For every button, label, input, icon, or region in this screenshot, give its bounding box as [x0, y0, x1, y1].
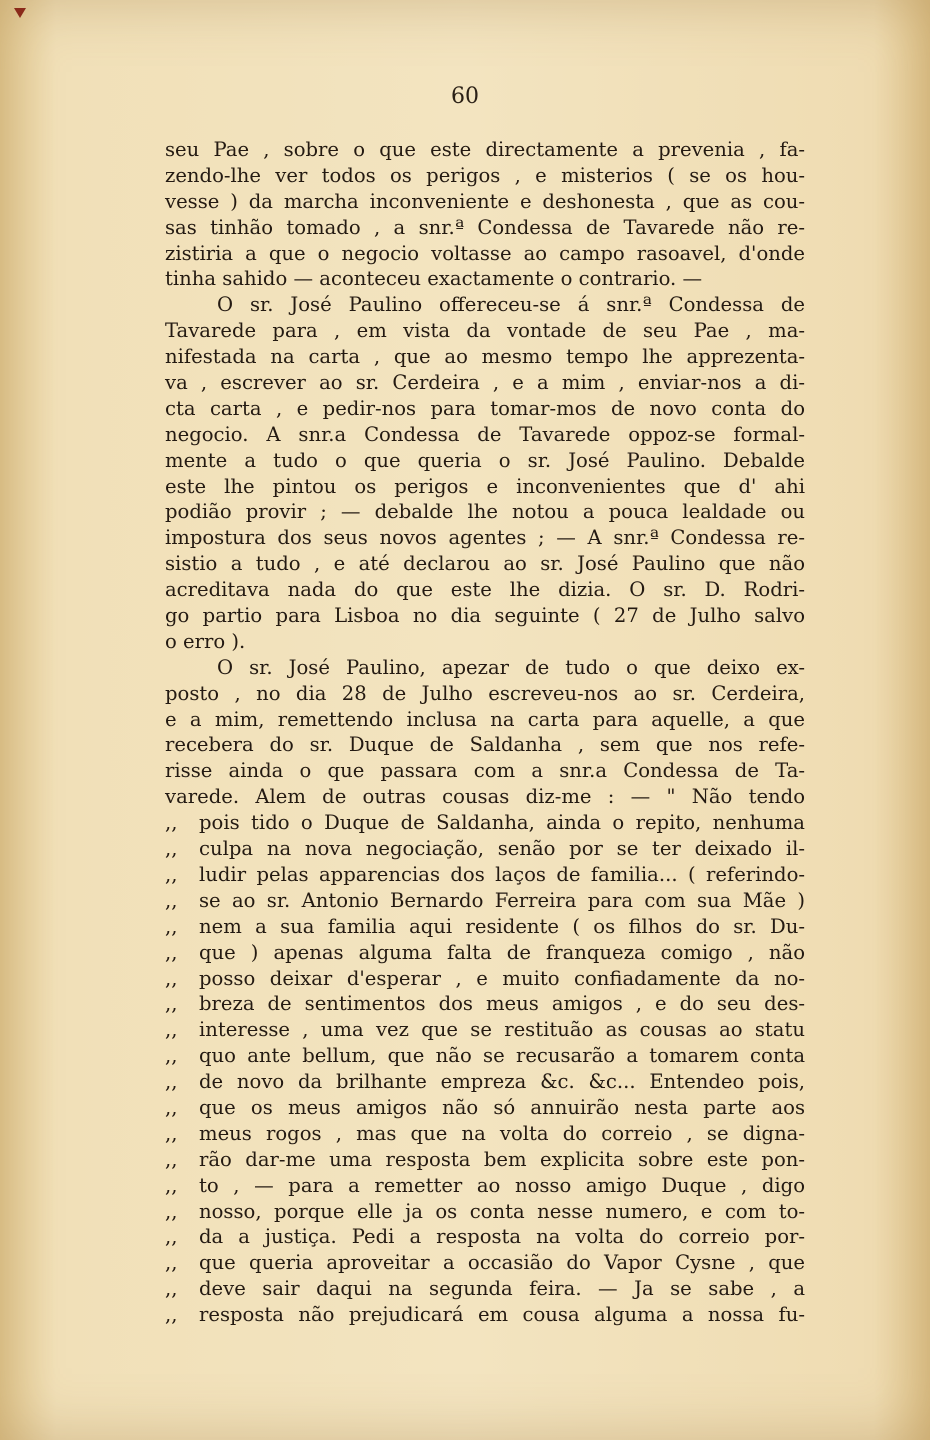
text-line	[165, 474, 805, 500]
text-line	[165, 784, 805, 810]
text-line	[165, 551, 805, 577]
quote-mark: ,,	[165, 966, 178, 990]
line-text: deve sair daqui na segunda feira. — Ja se sabe , a	[199, 1277, 805, 1301]
line-text: va , escrever ao sr. Cerdeira , e a mim , enviar-nos a di-	[165, 371, 805, 395]
text-line	[165, 577, 805, 603]
quote-mark: ,,	[165, 862, 178, 886]
quote-mark: ,,	[165, 1095, 178, 1119]
quote-mark: ,,	[165, 1173, 178, 1197]
text-line	[165, 1173, 805, 1199]
text-line	[165, 1224, 805, 1250]
text-line	[165, 189, 805, 215]
line-text: negocio. A snr.a Condessa de Tavarede oppoz-se formal-	[165, 422, 805, 446]
line-text: quo ante bellum, que não se recusarão a tomarem conta	[199, 1044, 805, 1068]
text-line	[165, 732, 805, 758]
line-text: que queria aproveitar a occasião do Vapor Cysne , que	[199, 1251, 805, 1275]
line-text: interesse , uma vez que se restituão as cousas ao statu	[199, 1018, 805, 1042]
line-text: podião provir ; — debalde lhe notou a pouca lealdade ou	[165, 500, 805, 524]
text-line	[165, 888, 805, 914]
text-line	[165, 655, 805, 681]
line-text: tinha sahido — aconteceu exactamente o contrario. —	[165, 267, 703, 291]
text-line	[165, 629, 805, 655]
text-line	[165, 266, 805, 292]
line-text: varede. Alem de outras cousas diz-me : — " Não tendo	[165, 785, 805, 809]
line-text: este lhe pintou os perigos e inconvenientes que d' ahi	[165, 474, 805, 498]
quote-mark: ,,	[165, 1044, 178, 1068]
line-text: que os meus amigos não só annuirão nesta parte aos	[199, 1095, 805, 1119]
text-line	[165, 1069, 805, 1095]
text-line	[165, 1043, 805, 1069]
text-line	[165, 1302, 805, 1328]
text-line	[165, 1276, 805, 1302]
line-text: zendo-lhe ver todos os perigos , e misterios ( se os hou-	[165, 163, 805, 187]
text-line	[165, 836, 805, 862]
text-line	[165, 862, 805, 888]
line-text: cta carta , e pedir-nos para tomar-mos de novo conta do	[165, 396, 805, 420]
line-text: meus rogos , mas que na volta do correio , se digna-	[199, 1121, 805, 1145]
line-text: recebera do sr. Duque de Saldanha , sem que nos refe-	[165, 733, 805, 757]
line-text: O sr. José Paulino, apezar de tudo o que deixo ex-	[217, 655, 805, 679]
line-text: mente a tudo o que queria o sr. José Paulino. Debalde	[165, 448, 805, 472]
line-text: sistio a tudo , e até declarou ao sr. José Paulino que não	[165, 552, 805, 576]
line-text: breza de sentimentos dos meus amigos , e do seu des-	[199, 992, 805, 1016]
quote-mark: ,,	[165, 1147, 178, 1171]
line-text: risse ainda o que passara com a snr.a Condessa de Ta-	[165, 759, 805, 783]
line-text: ludir pelas apparencias dos laços de familia... ( referindo-	[199, 862, 805, 886]
line-text: e a mim, remettendo inclusa na carta para aquelle, a que	[165, 707, 805, 731]
text-line	[165, 991, 805, 1017]
line-text: posso deixar d'esperar , e muito confiadamente da no-	[199, 966, 805, 990]
line-text: impostura dos seus novos agentes ; — A snr.ª Condessa re-	[165, 526, 805, 550]
text-line	[165, 707, 805, 733]
line-text: sas tinhão tomado , a snr.ª Condessa de Tavarede não re-	[165, 215, 805, 239]
quote-mark: ,,	[165, 1225, 178, 1249]
line-text: zistiria a que o negocio voltasse ao campo rasoavel, d'onde	[165, 241, 805, 265]
text-line	[165, 681, 805, 707]
text-line	[165, 396, 805, 422]
text-line	[165, 810, 805, 836]
quote-mark: ,,	[165, 1070, 178, 1094]
line-text: pois tido o Duque de Saldanha, ainda o repito, nenhuma	[199, 811, 805, 835]
text-line	[165, 163, 805, 189]
text-line	[165, 758, 805, 784]
line-text: vesse ) da marcha inconveniente e deshonesta , que as cou-	[165, 189, 805, 213]
line-text: que ) apenas alguma falta de franqueza comigo , não	[199, 940, 805, 964]
line-text: rão dar-me uma resposta bem explicita sobre este pon-	[199, 1147, 805, 1171]
text-line	[165, 292, 805, 318]
line-text: de novo da brilhante empreza &c. &c... Entendeo pois,	[199, 1070, 805, 1094]
quote-mark: ,,	[165, 837, 178, 861]
text-line	[165, 370, 805, 396]
quote-mark: ,,	[165, 992, 178, 1016]
quote-mark: ,,	[165, 914, 178, 938]
line-text: O sr. José Paulino offereceu-se á snr.ª Condessa de	[217, 293, 805, 317]
line-text: acreditava nada do que este lhe dizia. O sr. D. Rodri-	[165, 578, 805, 602]
quote-mark: ,,	[165, 1303, 178, 1327]
line-text: go partio para Lisboa no dia seguinte ( 27 de Julho salvo	[165, 604, 805, 628]
line-text: nosso, porque elle ja os conta nesse numero, e com to-	[199, 1199, 805, 1223]
quote-mark: ,,	[165, 1277, 178, 1301]
text-line	[165, 344, 805, 370]
line-text: da a justiça. Pedi a resposta na volta do correio por-	[199, 1225, 805, 1249]
text-line	[165, 499, 805, 525]
quote-mark: ,,	[165, 811, 178, 835]
text-line	[165, 137, 805, 163]
text-line	[165, 1095, 805, 1121]
text-line	[165, 241, 805, 267]
text-line	[165, 215, 805, 241]
text-line	[165, 525, 805, 551]
text-line	[165, 318, 805, 344]
text-line	[165, 1199, 805, 1225]
text-line	[165, 448, 805, 474]
line-text: nem a sua familia aqui residente ( os filhos do sr. Du-	[199, 914, 805, 938]
body-text	[165, 137, 805, 1328]
line-text: seu Pae , sobre o que este directamente a prevenia , fa-	[165, 138, 805, 161]
text-line	[165, 1017, 805, 1043]
line-text: se ao sr. Antonio Bernardo Ferreira para com sua Mãe )	[199, 888, 805, 912]
quote-mark: ,,	[165, 1199, 178, 1223]
text-line	[165, 1147, 805, 1173]
text-line	[165, 966, 805, 992]
line-text: nifestada na carta , que ao mesmo tempo lhe apprezenta-	[165, 345, 805, 369]
line-text: Tavarede para , em vista da vontade de seu Pae , ma-	[165, 319, 805, 343]
line-text: to , — para a remetter ao nosso amigo Duque , digo	[199, 1173, 805, 1197]
line-text: posto , no dia 28 de Julho escreveu-nos ao sr. Cerdeira,	[165, 681, 805, 705]
page-number: 60	[451, 84, 479, 109]
line-text: culpa na nova negociação, senão por se ter deixado il-	[199, 837, 805, 861]
quote-mark: ,,	[165, 888, 178, 912]
quote-mark: ,,	[165, 940, 178, 964]
text-line	[165, 1250, 805, 1276]
quote-mark: ,,	[165, 1018, 178, 1042]
quote-mark: ,,	[165, 1121, 178, 1145]
text-line	[165, 603, 805, 629]
quote-mark: ,,	[165, 1251, 178, 1275]
text-line	[165, 914, 805, 940]
text-line	[165, 422, 805, 448]
page-corner-mark	[14, 8, 26, 18]
line-text: o erro ).	[165, 629, 246, 653]
text-line	[165, 940, 805, 966]
line-text: resposta não prejudicará em cousa alguma a nossa fu-	[199, 1303, 805, 1327]
text-line	[165, 1121, 805, 1147]
